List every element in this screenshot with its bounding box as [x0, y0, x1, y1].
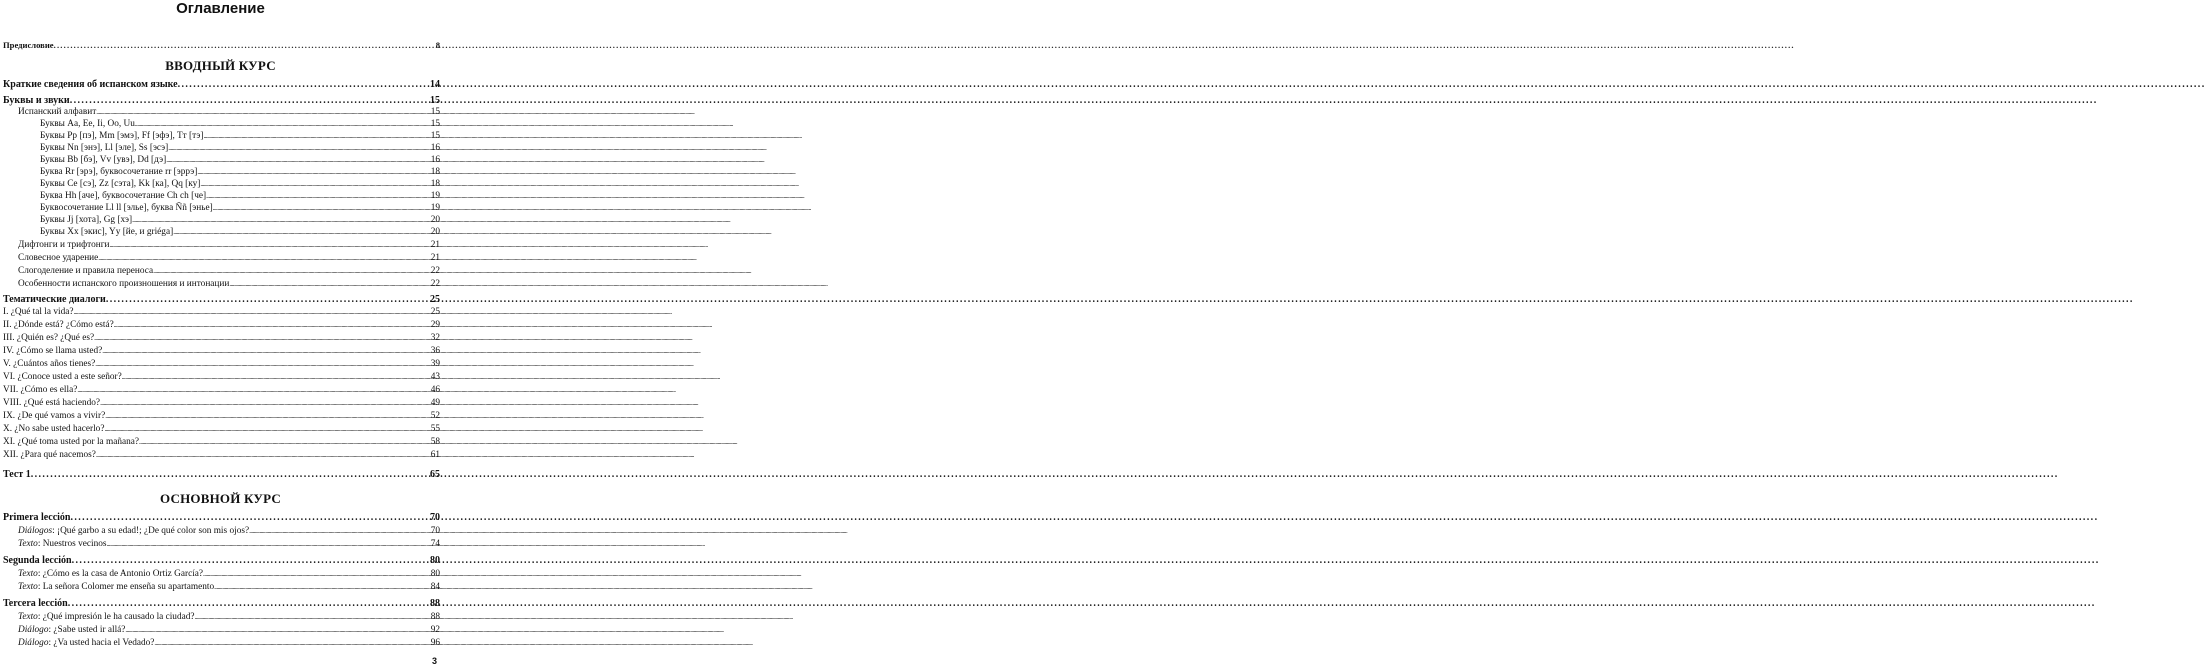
leader-dots [203, 569, 430, 580]
toc-page-number: 36 [430, 346, 440, 356]
toc-entry-label: Тематические диалоги [3, 294, 106, 305]
leader-dots [68, 598, 429, 610]
toc-entry-lesson[interactable] [3, 555, 440, 567]
toc-entry-label [18, 569, 203, 580]
leader-dots [31, 469, 429, 481]
leader-dots [178, 79, 429, 91]
toc-entry-label: Буквы Xx [экис], Yy [йе, и griéga] [40, 227, 174, 237]
toc-page-number: 16 [430, 155, 440, 165]
leader-dots [195, 612, 430, 623]
toc-entry-label [18, 638, 154, 649]
toc-page-number: 16 [430, 143, 440, 153]
toc-entry-label [18, 526, 249, 537]
toc-page-number: 80 [430, 569, 440, 579]
toc-entry-lesson[interactable] [3, 512, 440, 524]
toc-entry-dialog[interactable] [3, 346, 440, 357]
toc-entry-dialog[interactable] [3, 359, 440, 370]
toc-entry-label: Segunda lección [3, 555, 72, 566]
toc-page-number: 43 [430, 372, 440, 382]
leader-dots [139, 437, 430, 448]
toc-entry-dialogs[interactable] [3, 294, 440, 306]
toc-entry-letter[interactable] [40, 215, 440, 226]
toc-entry-brief[interactable] [3, 79, 440, 91]
toc-entry-label [18, 539, 107, 550]
toc-entry-label: Буквы Ce [сэ], Zz [сэта], Kk [ка], Qq [ку] [40, 179, 201, 189]
item-text: : ¡Qué garbo a su edad!; ¿De qué color son mis ojos? [52, 526, 250, 536]
toc-page [0, 0, 441, 668]
toc-page-number: 18 [430, 179, 440, 189]
leader-dots [54, 40, 435, 51]
toc-entry-letter[interactable] [40, 203, 440, 214]
leader-dots [77, 385, 429, 396]
toc-entry-lesson-item[interactable] [18, 582, 440, 593]
leader-dots [173, 227, 430, 238]
leader-dots [70, 512, 429, 524]
toc-entry-label: Буквосочетание Ll ll [элье], буква Ññ [энье] [40, 203, 213, 213]
leader-dots [200, 179, 429, 190]
toc-entry-dialog[interactable] [3, 372, 440, 383]
leader-dots [153, 266, 430, 277]
toc-page-number: 96 [430, 638, 440, 648]
page-folio: 3 [431, 656, 437, 666]
toc-page-number: 21 [430, 240, 440, 250]
toc-page-number: 22 [430, 279, 440, 289]
leader-dots [213, 203, 430, 214]
toc-entry-lesson-item[interactable] [18, 539, 440, 550]
leader-dots [204, 131, 430, 142]
toc-entry-letter[interactable] [40, 227, 440, 238]
toc-entry-lesson-item[interactable] [18, 526, 440, 537]
leader-dots [132, 215, 430, 226]
toc-entry-label: IX. ¿De qué vamos a vivir? [3, 411, 106, 421]
toc-entry-label: Предисловие [3, 40, 54, 50]
toc-entry-label: IV. ¿Cómo se llama usted? [3, 346, 103, 356]
toc-page-number: 15 [430, 107, 440, 117]
leader-dots [168, 143, 429, 154]
item-text: : La señora Colomer me enseña su apartamento [37, 582, 215, 592]
toc-entry-label: Буква Hh [аче], буквосочетание Ch ch [че] [40, 191, 207, 201]
leader-dots [107, 539, 430, 550]
toc-entry-dialog[interactable] [3, 385, 440, 396]
leader-dots [94, 333, 430, 344]
toc-entry-letter[interactable] [40, 155, 440, 166]
toc-entry-dialog[interactable] [3, 437, 440, 448]
leader-dots [154, 638, 429, 649]
toc-entry-label: VIII. ¿Qué está haciendo? [3, 398, 101, 408]
toc-entry-label [18, 582, 214, 593]
leader-dots [72, 555, 429, 567]
toc-page-number: 70 [430, 512, 440, 523]
section-heading-main: ОСНОВНОЙ КУРС [160, 491, 281, 506]
toc-entry-label: VI. ¿Conoce usted a este señor? [3, 372, 122, 382]
toc-entry-subsection[interactable] [18, 253, 440, 264]
toc-page-number: 58 [430, 437, 440, 447]
toc-entry-label: Слогоделение и правила переноса [18, 266, 154, 276]
toc-entry-label: V. ¿Cuántos años tienes? [3, 359, 96, 369]
leader-dots [98, 253, 429, 264]
toc-page-number: 20 [430, 227, 440, 237]
toc-page-number: 80 [430, 555, 440, 566]
toc-entry-dialog[interactable] [3, 450, 440, 461]
toc-entry-dialog[interactable] [3, 333, 440, 344]
toc-page-number: 15 [430, 95, 440, 106]
toc-entry-label: I. ¿Qué tal la vida? [3, 307, 74, 317]
toc-entry-lesson-item[interactable] [18, 638, 440, 649]
item-text: : ¿Qué impresión le ha causado la ciudad? [37, 612, 195, 622]
toc-entry-lesson[interactable] [3, 598, 440, 610]
toc-page-number: 29 [430, 320, 440, 330]
toc-entry-lesson-item[interactable] [18, 625, 440, 636]
toc-entry-label: Буквы Aa, Ee, Ii, Oo, Uu [40, 119, 135, 129]
toc-entry-label: II. ¿Dónde está? ¿Cómo está? [3, 320, 114, 330]
toc-page-number: 15 [430, 119, 440, 129]
toc-entry-letter[interactable] [40, 143, 440, 154]
toc-entry-label: VII. ¿Cómo es ella? [3, 385, 78, 395]
toc-entry-letter[interactable] [40, 119, 440, 130]
leader-dots [106, 294, 429, 306]
toc-page-number: 20 [430, 215, 440, 225]
toc-entry-dialog[interactable] [3, 398, 440, 409]
item-kind: Texto [18, 569, 38, 579]
item-text: : Nuestros vecinos [37, 539, 107, 549]
toc-page-number: 65 [430, 469, 440, 480]
toc-entry-label: Tercera lección [3, 598, 68, 609]
toc-entry-dialog[interactable] [3, 411, 440, 422]
toc-page-number: 19 [430, 191, 440, 201]
item-text: : ¿Cómo es la casa de Antonio Ortiz García? [37, 569, 204, 579]
leader-dots [96, 107, 429, 118]
toc-page-number: 8 [435, 40, 440, 50]
leader-dots [135, 119, 430, 130]
toc-page-number: 21 [430, 253, 440, 263]
toc-entry-label: Краткие сведения об испанском языке [3, 79, 178, 90]
item-text: : ¿Sabe usted ir allá? [48, 625, 126, 635]
toc-entry-preface[interactable] [3, 40, 440, 51]
toc-page-number: 49 [430, 398, 440, 408]
toc-entry-label: III. ¿Quién es? ¿Qué es? [3, 333, 95, 343]
leader-dots [114, 320, 430, 331]
toc-page-number: 22 [430, 266, 440, 276]
toc-entry-lesson-item[interactable] [18, 612, 440, 623]
leader-dots [95, 359, 429, 370]
toc-page-number: 74 [430, 539, 440, 549]
leader-dots [100, 398, 430, 409]
leader-dots [166, 155, 430, 166]
toc-entry-sounds[interactable] [3, 95, 440, 107]
toc-page-number: 18 [430, 167, 440, 177]
leader-dots [70, 95, 429, 107]
item-kind: Diálogo [18, 625, 49, 635]
toc-page-number: 92 [430, 625, 440, 635]
item-kind: Texto [18, 539, 38, 549]
toc-page-number: 25 [430, 307, 440, 317]
leader-dots [125, 625, 429, 636]
toc-entry-letter[interactable] [40, 179, 440, 190]
toc-page-number: 32 [430, 333, 440, 343]
toc-entry-label [18, 612, 195, 623]
toc-entry-label: Дифтонги и трифтонги [18, 240, 110, 250]
toc-page-number: 15 [430, 131, 440, 141]
toc-entry-subsection[interactable] [18, 279, 440, 290]
item-kind: Diálogos [18, 526, 53, 536]
leader-dots [206, 191, 430, 202]
toc-page-number: 14 [430, 79, 440, 90]
toc-page-number: 25 [430, 294, 440, 305]
toc-entry-subsection[interactable] [18, 240, 440, 251]
toc-entry-label: XI. ¿Qué toma usted por la mañana? [3, 437, 140, 447]
leader-dots [214, 582, 430, 593]
leader-dots [105, 411, 429, 422]
toc-entry-label: X. ¿No sabe usted hacerlo? [3, 424, 105, 434]
toc-page-number: 61 [430, 450, 440, 460]
toc-entry-letter[interactable] [40, 191, 440, 202]
section-heading-intro: ВВОДНЫЙ КУРС [165, 58, 276, 73]
toc-entry-dialog[interactable] [3, 424, 440, 435]
toc-page-number: 52 [430, 411, 440, 421]
toc-entry-label: Испанский алфавит [18, 107, 97, 117]
toc-page-number: 88 [430, 598, 440, 609]
toc-entry-alphabet[interactable] [18, 107, 440, 118]
toc-entry-label: Буквы Jj [хота], Gg [хэ] [40, 215, 133, 225]
toc-entry-label: Буква Rr [эрэ], буквосочетание rr [эррэ] [40, 167, 198, 177]
leader-dots [249, 526, 430, 537]
leader-dots [122, 372, 430, 383]
toc-entry-dialog[interactable] [3, 320, 440, 331]
toc-page-number: 55 [430, 424, 440, 434]
item-text: : ¿Va usted hacia el Vedado? [48, 638, 155, 648]
item-kind: Texto [18, 612, 38, 622]
toc-entry-label: Словесное ударение [18, 253, 99, 263]
item-kind: Texto [18, 582, 38, 592]
leader-dots [110, 240, 430, 251]
toc-entry-label: XII. ¿Para qué nacemos? [3, 450, 96, 460]
toc-entry-label: Буквы Nn [энэ], Ll [элe], Ss [эсэ] [40, 143, 169, 153]
leader-dots [197, 167, 429, 178]
toc-page-number: 39 [430, 359, 440, 369]
toc-entry-label: Primera lección [3, 512, 71, 523]
toc-page-number: 70 [430, 526, 440, 536]
page-title: Оглавление [176, 0, 265, 17]
toc-entry-label: Буквы и звуки [3, 95, 70, 106]
toc-page-number: 84 [430, 582, 440, 592]
toc-entry-letter[interactable] [40, 167, 440, 178]
toc-page-number: 46 [430, 385, 440, 395]
toc-entry-label [18, 625, 125, 636]
leader-dots [229, 279, 429, 290]
item-kind: Diálogo [18, 638, 49, 648]
toc-entry-lesson-item[interactable] [18, 569, 440, 580]
toc-entry-label: Особенности испанского произношения и интонации [18, 279, 230, 289]
leader-dots [104, 424, 429, 435]
toc-entry-test[interactable] [3, 469, 440, 481]
toc-entry-letter[interactable] [40, 131, 440, 142]
toc-entry-label: Буквы Bb [бэ], Vv [увэ], Dd [дэ] [40, 155, 167, 165]
toc-entry-label: Тест 1 [3, 469, 31, 480]
leader-dots [102, 346, 429, 357]
toc-entry-subsection[interactable] [18, 266, 440, 277]
toc-entry-label: Буквы Pp [пэ], Mm [эмэ], Ff [эфэ], Tт [тэ] [40, 131, 204, 141]
leader-dots [96, 450, 430, 461]
toc-entry-dialog[interactable] [3, 307, 440, 318]
toc-page-number: 19 [430, 203, 440, 213]
leader-dots [73, 307, 429, 318]
toc-page-number: 88 [430, 612, 440, 622]
